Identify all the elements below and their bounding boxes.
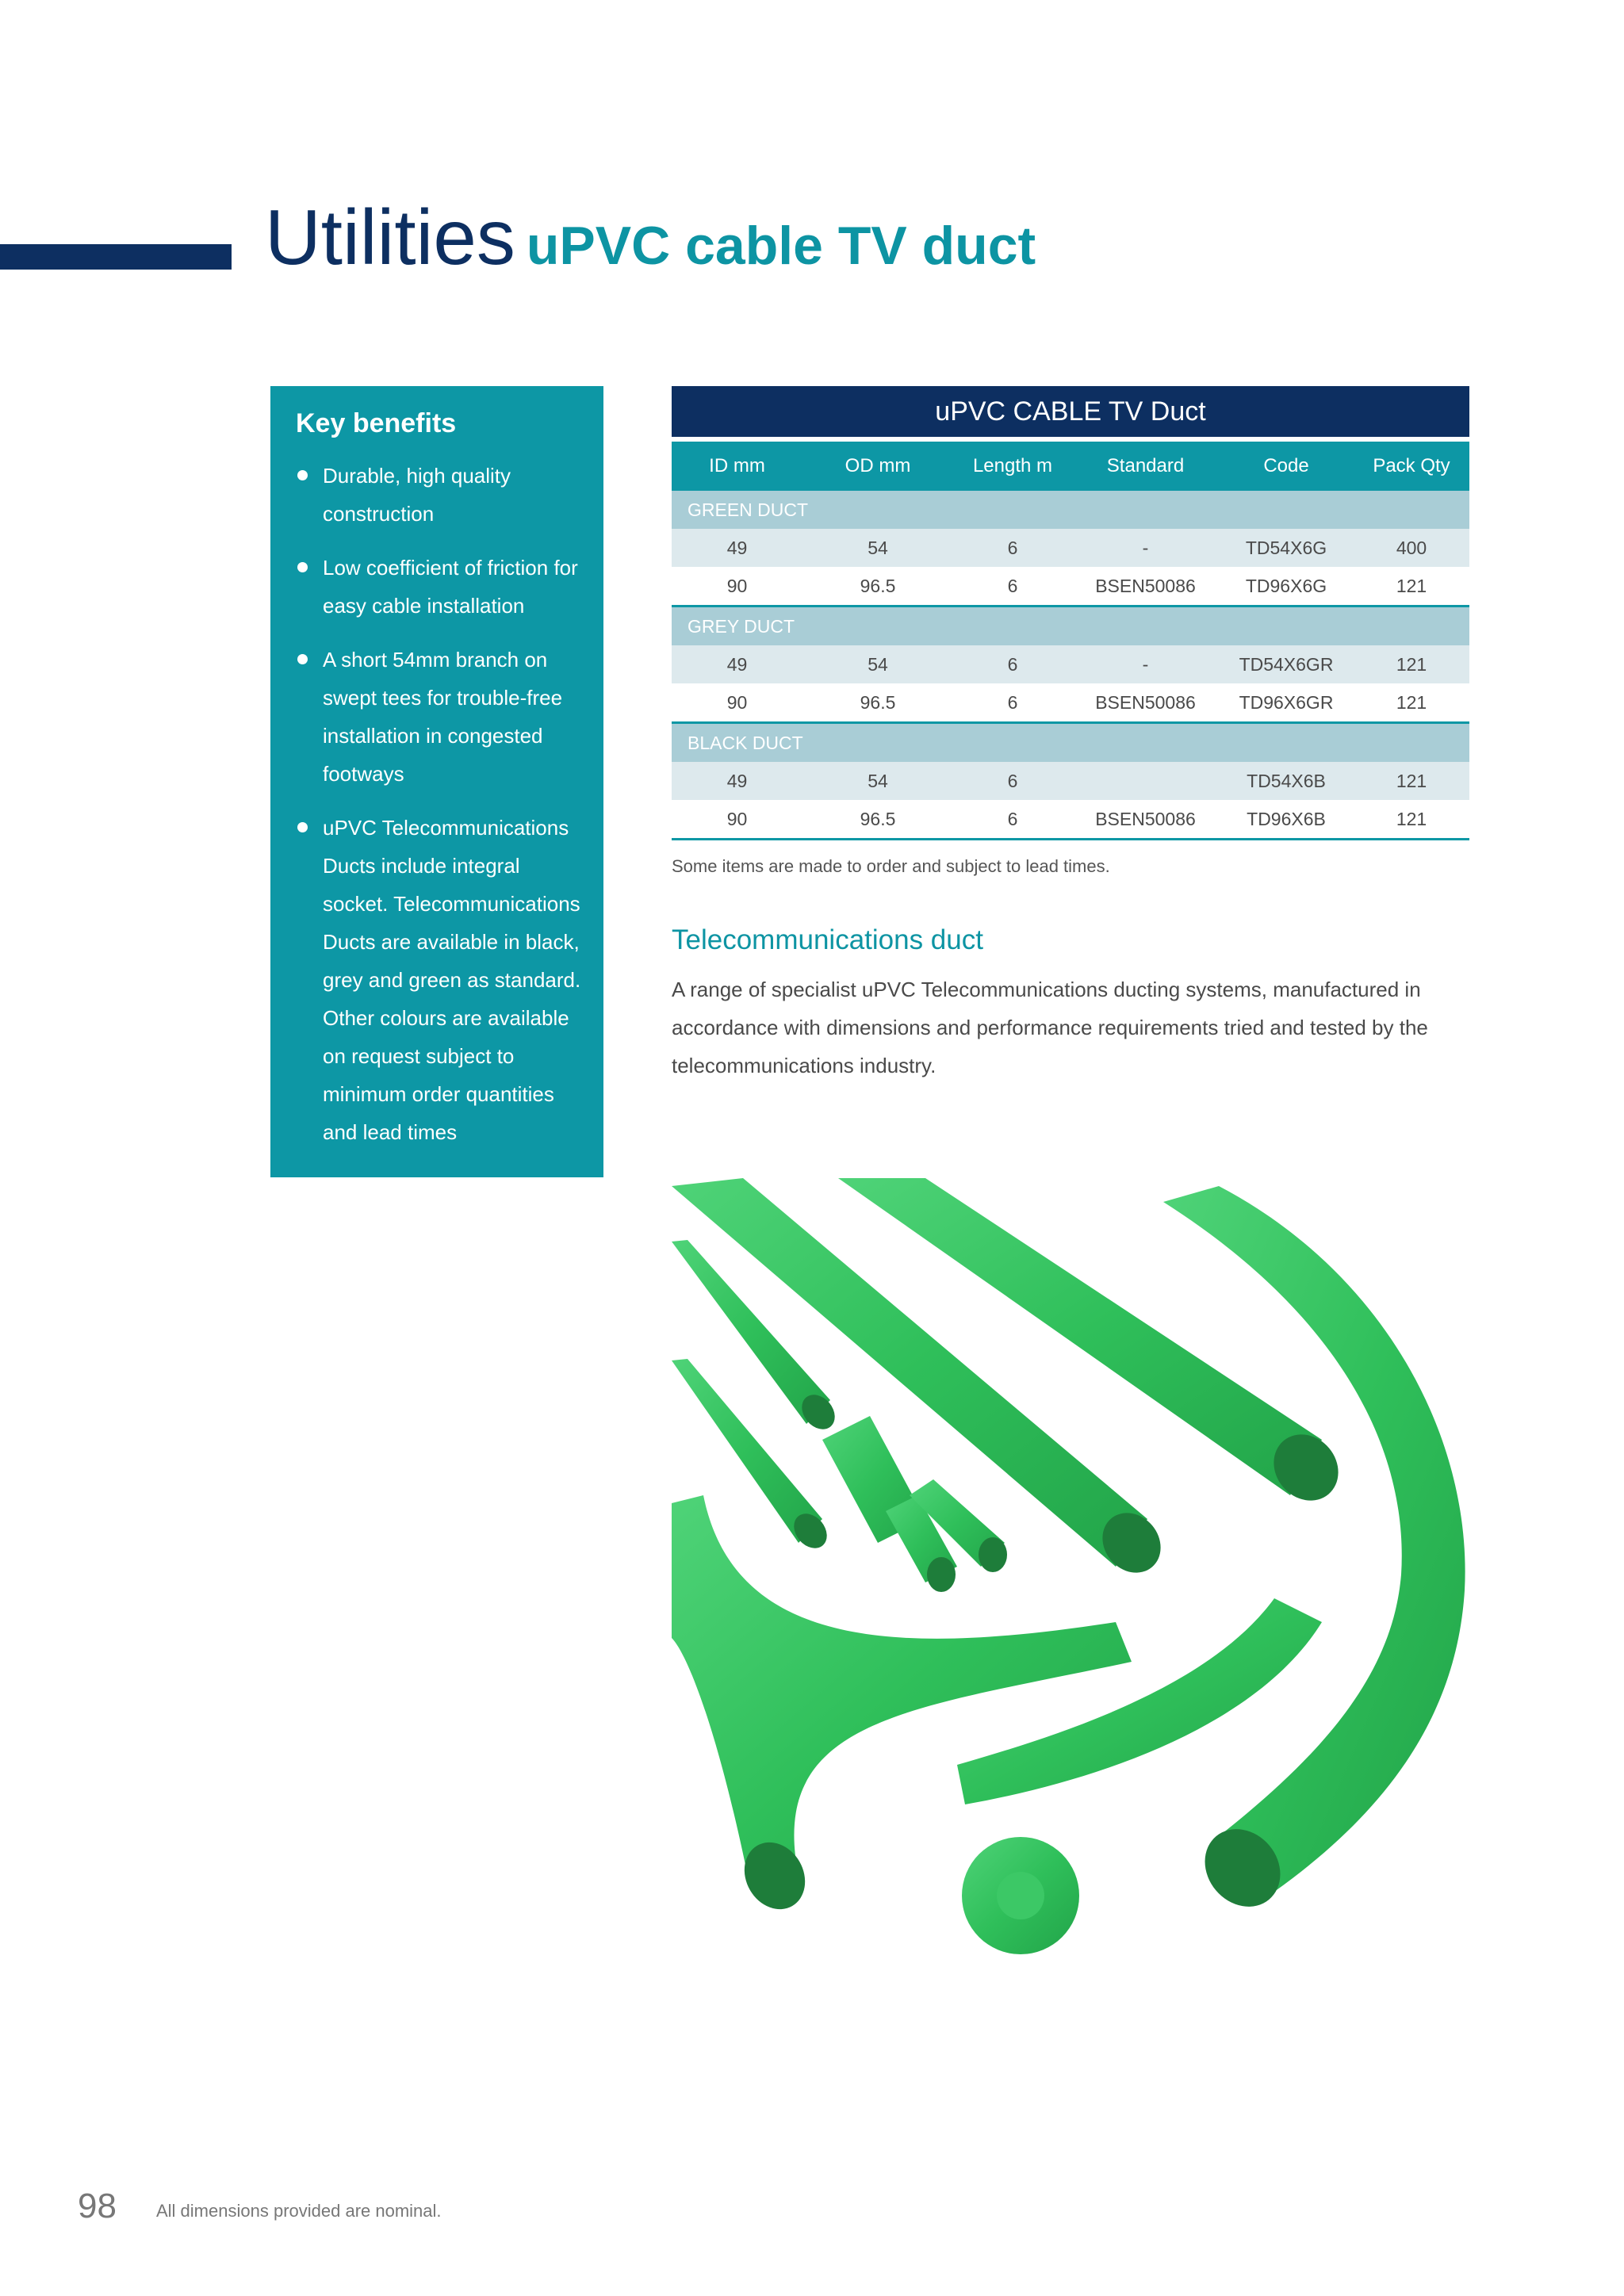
cell-pack-qty: 121 [1396,808,1427,829]
cell-code: TD96X6GR [1239,691,1334,713]
column-header-pack-qty: Pack Qty [1373,455,1450,476]
telecom-heading: Telecommunications duct [672,924,983,955]
key-benefits-heading: Key benefits [296,408,457,438]
cell-id: 90 [726,575,748,596]
benefit-text: uPVC Telecommunications Ducts include integral socket. Telecommunications Ducts are available in black, grey and green as standard. Other colours are available on request subject to minimum order quantities and lead times [323,816,581,1144]
cell-id: 90 [726,691,748,713]
table-note: Some items are made to order and subject to lead times. [672,856,1110,876]
page-title-main: Utilities [265,193,515,281]
column-header-code: Code [1263,455,1309,476]
table-title: uPVC CABLE TV Duct [672,386,1469,437]
cell-code: TD96X6G [1245,575,1327,596]
benefit-item [296,809,584,1151]
cell-code: TD54X6GR [1239,653,1334,675]
cell-pack-qty: 121 [1396,575,1427,596]
header-rule-bar [0,244,232,270]
cell-length: 6 [1007,537,1018,558]
table-header-row [672,442,1469,491]
cell-od: 54 [868,537,888,558]
table-row [672,529,1469,567]
cell-od: 54 [868,653,888,675]
large-bend-fitting [1163,1186,1465,1922]
column-header-od: OD mm [845,455,911,476]
group-label-green: GREEN DUCT [672,491,1469,529]
cell-code: TD54X6G [1245,537,1327,558]
cell-od: 96.5 [860,808,896,829]
cell-standard: BSEN50086 [1095,575,1196,596]
group-label-grey: GREY DUCT [672,607,1469,645]
group-label-black: BLACK DUCT [672,724,1469,762]
table-row [672,683,1469,721]
column-header-id: ID mm [709,455,765,476]
benefit-item [296,457,584,533]
cell-id: 49 [726,537,748,558]
benefit-item [296,641,584,793]
cell-standard: BSEN50086 [1095,808,1196,829]
footer-note: All dimensions provided are nominal. [156,2201,442,2221]
table-row [672,567,1469,605]
benefit-item [296,549,584,625]
cell-pack-qty: 121 [1396,770,1427,791]
key-benefits-panel [270,386,603,1177]
table-row [672,645,1469,683]
column-header-standard: Standard [1106,455,1185,476]
cell-id: 49 [726,770,748,791]
cell-code: TD54X6B [1247,770,1326,791]
table-row [672,800,1469,838]
benefit-text: A short 54mm branch on swept tees for trouble-free installation in congested footways [323,648,563,786]
key-benefits-list [296,457,584,1151]
benefit-text: Low coefficient of friction for easy cable installation [323,556,578,618]
cell-id: 90 [726,808,748,829]
cell-length: 6 [1007,653,1018,675]
bullet-icon [297,822,308,832]
cell-length: 6 [1007,691,1018,713]
page-number: 98 [78,2187,117,2225]
column-header-length: Length m [972,455,1053,476]
cell-standard: BSEN50086 [1095,691,1196,713]
product-table [672,386,1469,877]
bullet-icon [297,470,308,480]
table-row [672,762,1469,800]
cell-length: 6 [1007,808,1018,829]
cell-od: 54 [868,770,888,791]
group-divider [672,838,1469,840]
cell-length: 6 [1007,770,1018,791]
cell-pack-qty: 121 [1396,691,1427,713]
duct-product-photo [672,1178,1480,1955]
bend-fitting [957,1598,1322,1804]
cell-length: 6 [1007,575,1018,596]
telecom-body: A range of specialist uPVC Telecommunications ducting systems, manufactured in accordance with dimensions and performance requirements tried and tested by the telecommunications industry. [672,978,1428,1077]
cell-od: 96.5 [860,575,896,596]
end-cap [962,1837,1079,1954]
cell-pack-qty: 400 [1396,537,1427,558]
page-title-sub: uPVC cable TV duct [526,216,1036,276]
benefit-text: Durable, high quality construction [323,464,511,526]
cell-pack-qty: 121 [1396,653,1427,675]
cell-od: 96.5 [860,691,896,713]
cell-id: 49 [726,653,748,675]
bullet-icon [297,562,308,572]
cell-standard: - [1142,653,1149,675]
page-title [265,193,1036,281]
bullet-icon [297,654,308,664]
cell-standard: - [1142,537,1149,558]
cell-code: TD96X6B [1247,808,1326,829]
